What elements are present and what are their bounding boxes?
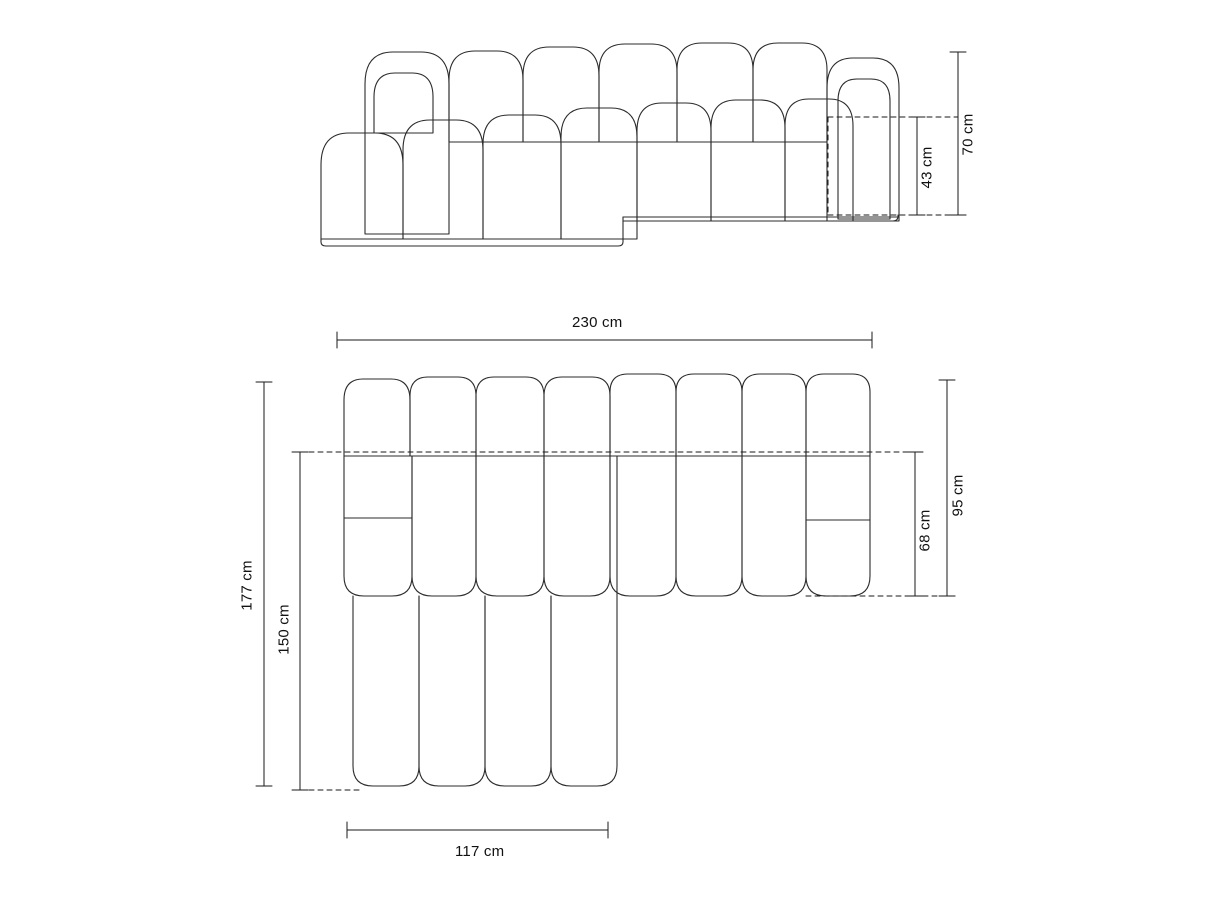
top-plan-sofa bbox=[344, 374, 870, 786]
dimension-label-depth-177: 177 cm bbox=[238, 560, 256, 611]
dimension-label-depth-150: 150 cm bbox=[275, 604, 293, 655]
dimension-lines bbox=[256, 52, 966, 838]
dimension-label-height-70: 70 cm bbox=[959, 113, 977, 156]
dimension-label-height-43: 43 cm bbox=[918, 146, 936, 189]
dimension-label-depth-68: 68 cm bbox=[916, 509, 934, 552]
dimension-label-width-117: 117 cm bbox=[455, 843, 505, 860]
dimension-label-depth-95: 95 cm bbox=[949, 474, 967, 517]
front-elevation-sofa bbox=[321, 43, 899, 246]
dimension-label-width-230: 230 cm bbox=[572, 314, 623, 331]
